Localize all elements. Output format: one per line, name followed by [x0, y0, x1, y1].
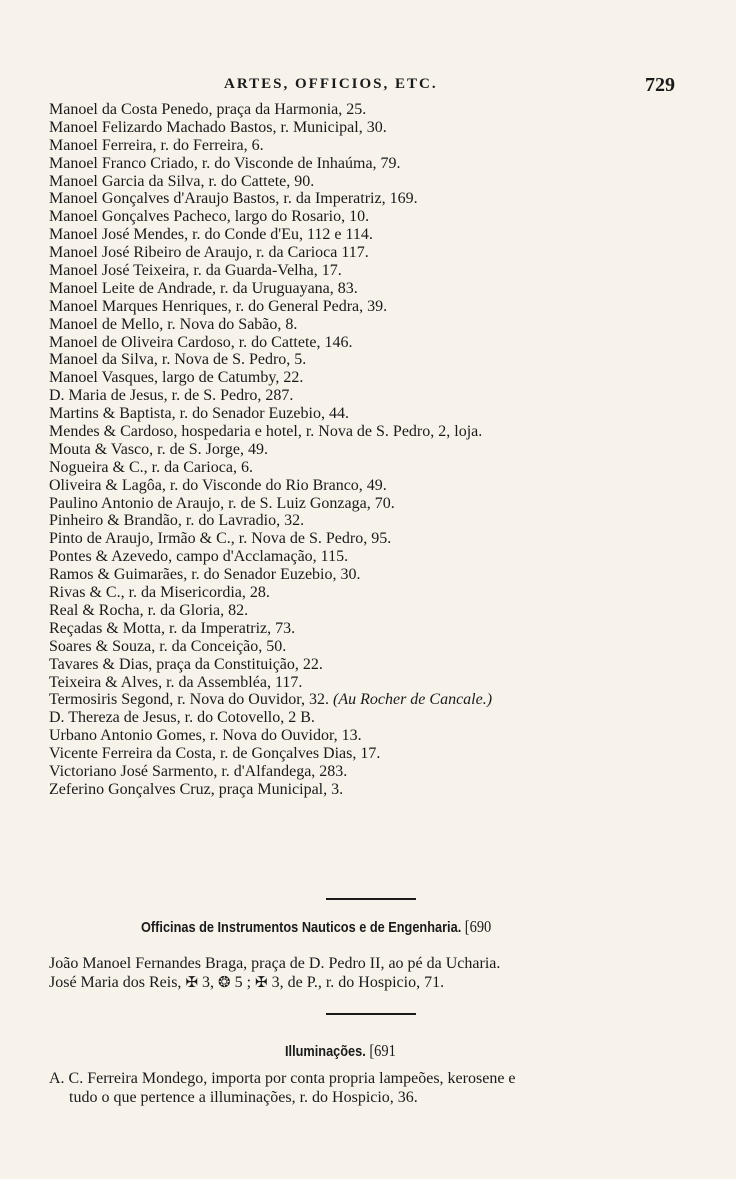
- entry-text: 3,: [202, 974, 215, 991]
- list-item: Oliveira & Lagôa, r. do Visconde do Rio Branco, 49.: [49, 476, 387, 494]
- list-item: Ramos & Guimarães, r. do Senador Euzebio, 30.: [49, 566, 361, 584]
- section-number: [691: [369, 1041, 396, 1060]
- list-item: D. Thereza de Jesus, r. do Cotovello, 2 B.: [49, 709, 315, 727]
- list-item: Mendes & Cardoso, hospedaria e hotel, r. Nova de S. Pedro, 2, loja.: [49, 423, 483, 441]
- section-number: [690: [464, 917, 492, 936]
- list-item: Pontes & Azevedo, campo d'Acclamação, 115.: [49, 548, 349, 566]
- medal-icon: ❂: [218, 975, 231, 991]
- list-item: Manoel José Ribeiro de Araujo, r. da Carioca 117.: [49, 244, 369, 262]
- entry-text: 3, de P., r. do Hospicio, 71.: [271, 974, 445, 991]
- list-item: Zeferino Gonçalves Cruz, praça Municipal, 3.: [49, 780, 344, 798]
- list-item: D. Maria de Jesus, r. de S. Pedro, 287.: [49, 387, 294, 405]
- list-item: Paulino Antonio de Araujo, r. de S. Luiz Gonzaga, 70.: [49, 494, 395, 512]
- list-item: Manoel Vasques, largo de Catumby, 22.: [49, 369, 304, 387]
- entry-note: (Au Rocher de Cancale.): [333, 691, 493, 709]
- section-divider: [326, 898, 416, 900]
- section-title-text: Illuminações.: [285, 1043, 366, 1060]
- page-header: [0, 76, 736, 100]
- list-item: Tavares & Dias, praça da Constituição, 22.: [49, 655, 323, 673]
- list-item: Manoel Garcia da Silva, r. do Cattete, 90.: [49, 172, 315, 190]
- list-item: Rivas & C., r. da Misericordia, 28.: [49, 584, 270, 602]
- list-item: Manoel José Teixeira, r. da Guarda-Velha, 17.: [49, 262, 342, 280]
- nautical-entries: [49, 954, 689, 992]
- section-divider: [326, 1013, 416, 1015]
- list-item: Vicente Ferreira da Costa, r. de Gonçalves Dias, 17.: [49, 745, 381, 763]
- list-item: Pinto de Araujo, Irmão & C., r. Nova de S. Pedro, 95.: [49, 530, 392, 548]
- entry-text: 5 ;: [234, 974, 252, 991]
- list-item: Manoel de Mello, r. Nova do Sabão, 8.: [49, 315, 298, 333]
- list-item: Reçadas & Motta, r. da Imperatriz, 73.: [49, 619, 296, 637]
- list-item-reis: [49, 973, 689, 992]
- entry-text: José Maria dos Reis,: [49, 974, 182, 991]
- list-item: Manoel José Mendes, r. do Conde d'Eu, 112 e 114.: [49, 226, 373, 244]
- list-item: Soares & Souza, r. da Conceição, 50.: [49, 637, 287, 655]
- cross-icon: ✠: [185, 975, 199, 991]
- list-item: Manoel da Silva, r. Nova de S. Pedro, 5.: [49, 351, 307, 369]
- entry-text: Termosiris Segond, r. Nova do Ouvidor, 32.: [49, 691, 329, 709]
- list-item: Manoel Felizardo Machado Bastos, r. Municipal, 30.: [49, 118, 387, 136]
- list-item: Manoel Marques Henriques, r. do General Pedra, 39.: [49, 297, 388, 315]
- list-item: João Manoel Fernandes Braga, praça de D. Pedro II, ao pé da Ucharia.: [49, 955, 501, 972]
- section-title-lighting: [285, 1041, 396, 1061]
- list-item: Martins & Baptista, r. do Senador Euzebio, 44.: [49, 405, 349, 423]
- section-title-text: Officinas de Instrumentos Nauticos e de Engenharia.: [141, 919, 462, 936]
- list-item: Urbano Antonio Gomes, r. Nova do Ouvidor, 13.: [49, 727, 362, 745]
- list-item: Pinheiro & Brandão, r. do Lavradio, 32.: [49, 512, 305, 530]
- list-item: Manoel Franco Criado, r. do Visconde de Inhaúma, 79.: [49, 154, 401, 172]
- page-number: 729: [645, 74, 675, 96]
- list-item: Manoel de Oliveira Cardoso, r. do Cattete, 146.: [49, 333, 353, 351]
- list-item: Manoel Ferreira, r. do Ferreira, 6.: [49, 136, 264, 154]
- list-item: Real & Rocha, r. da Gloria, 82.: [49, 601, 249, 619]
- list-item: Manoel da Costa Penedo, praça da Harmonia, 25.: [49, 101, 367, 118]
- list-item: Mouta & Vasco, r. de S. Jorge, 49.: [49, 440, 268, 458]
- list-item-termosiris: [49, 691, 689, 709]
- list-item: Teixeira & Alves, r. da Assembléa, 117.: [49, 673, 303, 691]
- list-item: Manoel Gonçalves Pacheco, largo do Rosario, 10.: [49, 208, 370, 226]
- entry-line: tudo o que pertence a illuminações, r. do Hospicio, 36.: [69, 1089, 418, 1106]
- lighting-entry: [49, 1069, 689, 1107]
- list-item: Victoriano José Sarmento, r. d'Alfandega, 283.: [49, 762, 348, 780]
- list-item: Manoel Leite de Andrade, r. da Uruguayana, 83.: [49, 279, 358, 297]
- directory-list: [49, 101, 689, 799]
- section-title-nautical: [141, 917, 491, 937]
- list-item: Manoel Gonçalves d'Araujo Bastos, r. da Imperatriz, 169.: [49, 190, 418, 208]
- entry-line: A. C. Ferreira Mondego, importa por conta propria lampeões, kerosene e: [49, 1070, 516, 1087]
- running-title: ARTES, OFFICIOS, ETC.: [224, 76, 438, 92]
- cross-icon: ✠: [255, 975, 268, 991]
- list-item: Nogueira & C., r. da Carioca, 6.: [49, 458, 253, 476]
